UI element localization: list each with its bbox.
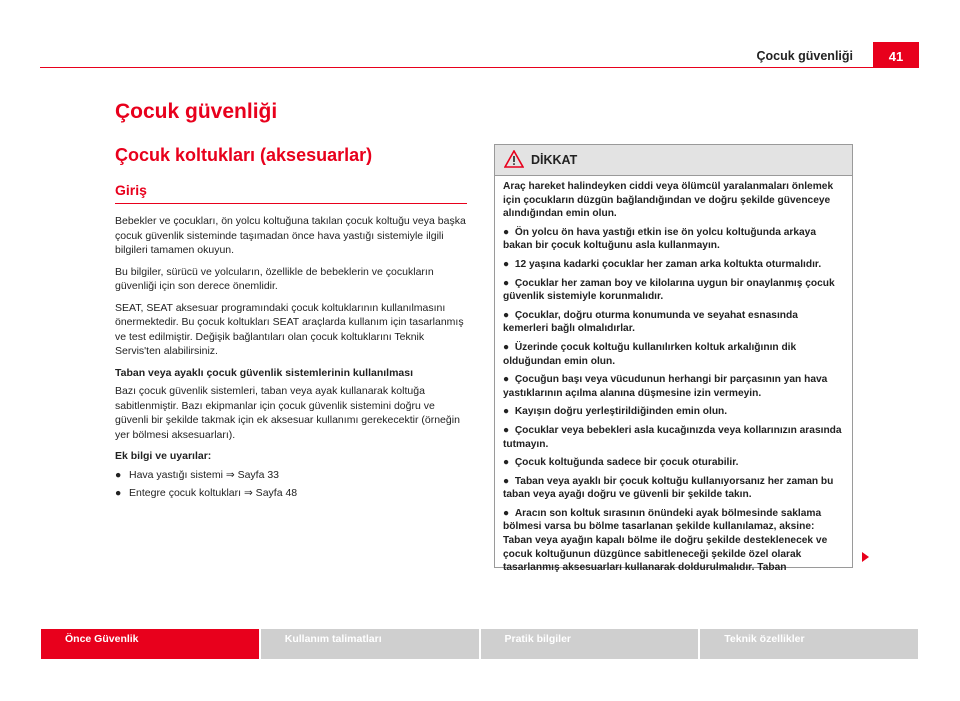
tab-safety-first[interactable]: Önce Güvenlik [41, 629, 259, 659]
importance-paragraph: Bu bilgiler, sürücü ve yolcuların, özellikle de bebeklerin ve çocukların güvenliği için son derece önemlidir. [115, 265, 434, 292]
warning-item: ● Çocuk koltuğunda sadece bir çocuk oturabilir. [503, 457, 739, 469]
list-item[interactable] [115, 486, 470, 501]
warning-item: ● Çocuğun başı veya vücudunun herhangi bir parçasının yan hava yastıklarının açılma alanına düşmesine izin vermeyin. [503, 374, 828, 399]
warning-item: ● Çocuklar, doğru oturma konumunda ve seyahat esnasında kemerleri bağlı olmalıdırlar. [503, 309, 798, 335]
intro-paragraph: Bebekler ve çocukları, ön yolcu koltuğuna takılan çocuk koltuğu veya başka çocuk güvenlik sisteminde taşımadan önce hava yastığı sistemiyle ilgili bilgileri tamamen okuyun. [115, 215, 466, 256]
bullet-icon: ● [115, 487, 122, 499]
seat-accessory-paragraph: SEAT, SEAT aksesuar programındaki çocuk koltuklarının kullanılmasını önermektedir. Bu çocuk koltukları SEAT araçlarda kullanım için tasarlanmış ve test edilmiştir. Değişik bağlantıları olan çocuk koltuklarını Teknik Servis'ten alabilirsiniz. [115, 301, 464, 357]
list-item[interactable] [115, 468, 470, 483]
footer-nav [41, 629, 918, 659]
warning-body [495, 176, 852, 575]
tab-technical-specs[interactable]: Teknik özellikler [700, 629, 918, 659]
extra-info-heading: Ek bilgi ve uyarılar: [115, 450, 212, 462]
warning-item: ● Kayışın doğru yerleştirildiğinden emin olun. [503, 406, 728, 418]
warning-item: ● Çocuklar veya bebekleri asla kucağınızda veya kollarınızın arasında tutmayın. [503, 424, 842, 450]
page-number: 41 [873, 42, 919, 68]
warning-item: ● Aracın son koltuk sırasının önündeki ayak bölmesinde saklama bölmesi varsa bu bölme tasarlanan şekilde kullanılamaz, aksine: Taban veya ayağın kapalı bölme ile doğru şekilde desteklenecek ve çocuk koltuğunun düzgünce sabitleneceği şekilde özel olarak tasarlanmış aksesuarları kullanarak doldurulmalıdır. Taban [503, 507, 828, 574]
warning-box [494, 144, 853, 574]
subsection-title: Giriş [115, 182, 147, 198]
cross-reference-link[interactable]: Entegre çocuk koltukları ⇒ Sayfa 48 [129, 487, 298, 499]
warning-item: ● Ön yolcu ön hava yastığı etkin ise ön yolcu koltuğunda arkaya bakan bir çocuk koltuğunu asla kullanmayın. [503, 226, 817, 252]
warning-item: ● 12 yaşına kadarki çocuklar her zaman arka koltukta oturmalıdır. [503, 258, 822, 270]
floor-support-paragraph: Bazı çocuk güvenlik sistemleri, taban veya ayak kullanarak koltuğa sabitlenmiştir. Bazı ekipmanlar için çocuk güvenlik sistemini doğru ve güvenli bir şekilde takmak için ek aksesuar kullanımı gerekecektir (örneğin yer bölmesi aksesuarları). [115, 385, 460, 441]
warning-title: DİKKAT [531, 153, 578, 167]
section-title: Çocuk koltukları (aksesuarlar) [115, 145, 373, 165]
body-text-column [115, 214, 470, 505]
bullet-icon: ● [115, 468, 122, 481]
tab-operating-instructions[interactable]: Kullanım talimatları [261, 629, 479, 659]
warning-item: ● Taban veya ayaklı bir çocuk koltuğu kullanıyorsanız her zaman bu taban veya ayağı doğru ve güvenli bir şekilde takın. [503, 475, 834, 501]
header-divider [40, 67, 919, 68]
warning-header [495, 145, 852, 176]
warning-intro: Araç hareket halindeyken ciddi veya ölümcül yaralanmaları önlemek için çocukların düzgün bağlandığından ve doğru şekilde güvenceye alındığından emin olun. [503, 181, 834, 220]
chapter-title: Çocuk güvenliği [115, 100, 278, 123]
floor-support-heading: Taban veya ayaklı çocuk güvenlik sistemlerinin kullanılması [115, 366, 414, 379]
continued-arrow-icon [862, 552, 869, 562]
running-header-title: Çocuk güvenliği [756, 49, 853, 63]
warning-item: ● Üzerinde çocuk koltuğu kullanılırken koltuk arkalığının dik olduğundan emin olun. [503, 341, 797, 367]
cross-reference-link[interactable]: Hava yastığı sistemi ⇒ Sayfa 33 [129, 468, 280, 481]
subsection-divider [115, 203, 467, 204]
warning-triangle-icon [504, 150, 524, 173]
warning-item: ● Çocuklar her zaman boy ve kilolarına uygun bir onaylanmış çocuk güvenlik sistemiyle korunmalıdır. [503, 277, 835, 303]
tab-practical-tips[interactable]: Pratik bilgiler [481, 629, 699, 659]
